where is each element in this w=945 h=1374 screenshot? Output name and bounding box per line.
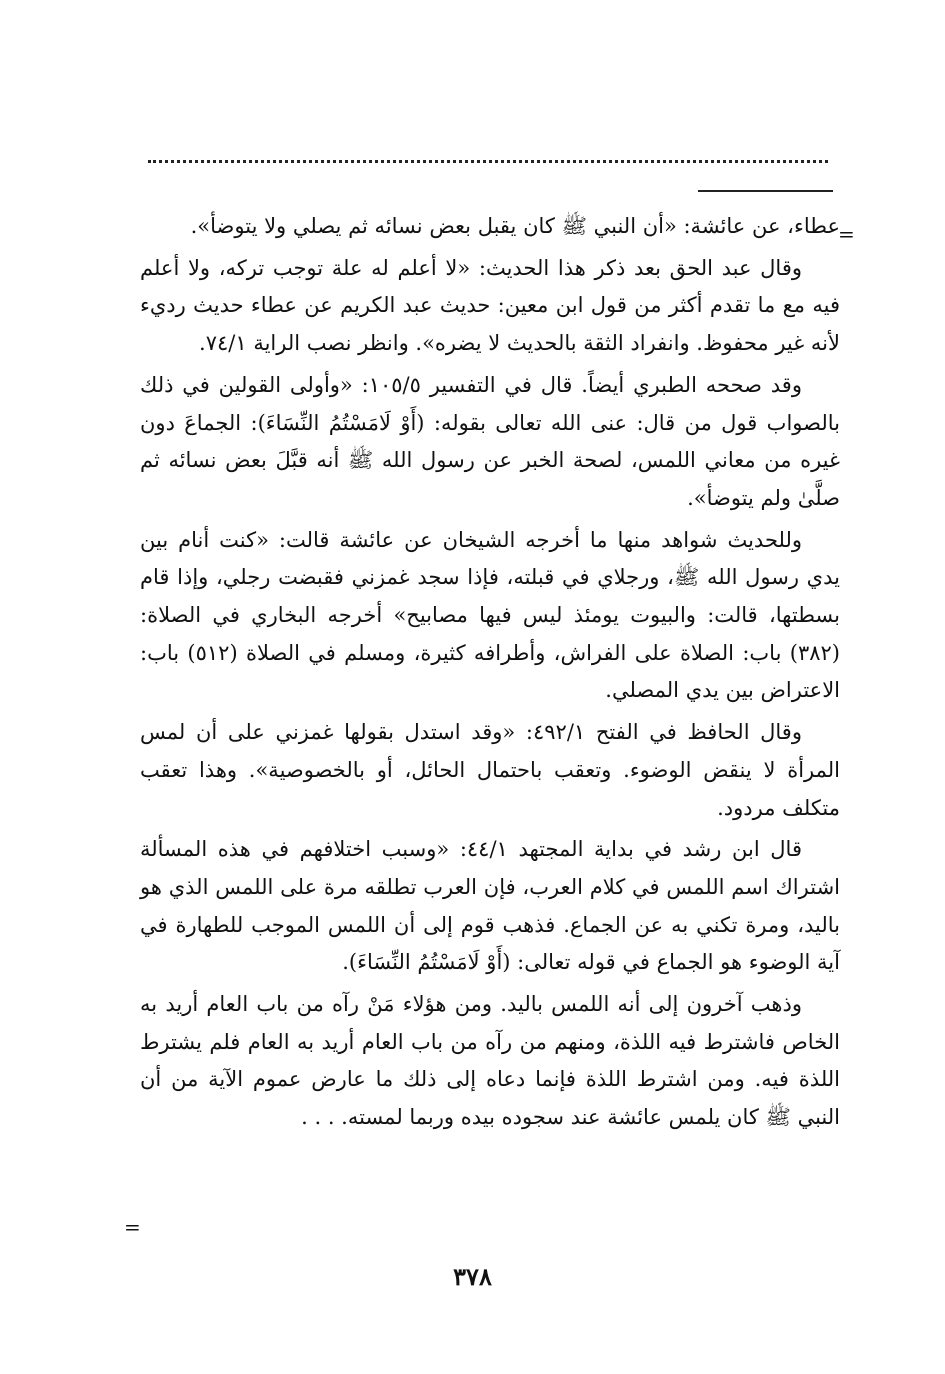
page-number: ٣٧٨ [453,1262,492,1291]
continuation-mark-top: = [838,222,855,246]
paragraph-6: قال ابن رشد في بداية المجتهد ٤٤/١: «وسبب اختلافهم في هذه المسألة اشتراك اسم اللمس في كلام العرب، فإن العرب تطلقه مرة على اللمس الذي هو باليد، ومرة تكني به عن الجماع. فذهب قوم إلى أن اللمس الموجب للطهارة في آية الوضوء هو الجماع في قوله تعالى: (أَوْ لَامَسْتُمُ النِّسَاءَ). [140,837,840,975]
paragraph-2: وقال عبد الحق بعد ذكر هذا الحديث: «لا أعلم له علة توجب تركه، ولا أعلم فيه مع ما تقدم أكثر من قول ابن معين: حديث عبد الكريم عن عطاء حديث رديء لأنه غير محفوظ. وانفراد الثقة بالحديث لا يضره». وانظر نصب الراية ٧٤/١. [140,255,840,356]
dotted-separator [148,160,828,163]
paragraph-3: وقد صححه الطبري أيضاً. قال في التفسير ١٠٥/٥: «وأولى القولين في ذلك بالصواب قول من قال: عنى الله تعالى بقوله: (أَوْ لَامَسْتُمُ النِّسَاءَ): الجماعَ دون غيره من معاني اللمس، لصحة الخبر عن رسول الله ﷺ أنه قبَّلَ بعض نسائه ثم صلَّىٰ ولم يتوضأ». [140,372,840,510]
footnote-text [140,208,840,1141]
footnote-separator-line [698,190,833,192]
paragraph-4: وللحديث شواهد منها ما أخرجه الشيخان عن عائشة قالت: «كنت أنام بين يدي رسول الله ﷺ، ورجلاي في قبلته، فإذا سجد غمزني فقبضت رجلي، وإذا قام بسطتها، قالت: والبيوت يومئذ ليس فيها مصابيح» أخرجه البخاري في الصلاة: (٣٨٢) باب: الصلاة على الفراش، وأطرافه كثيرة، ومسلم في الصلاة (٥١٢) باب: الاعتراض بين يدي المصلي. [140,527,840,703]
continuation-mark-bottom: = [124,1215,141,1239]
paragraph-5: وقال الحافظ في الفتح ٤٩٢/١: «وقد استدل بقولها غمزني على أن لمس المرأة لا ينقض الوضوء. وتعقب باحتمال الحائل، أو بالخصوصية». وهذا تعقب متكلف مردود. [140,720,840,820]
paragraph-1: عطاء، عن عائشة: «أن النبي ﷺ كان يقبل بعض نسائه ثم يصلي ولا يتوضأ». [190,214,840,238]
paragraph-7: وذهب آخرون إلى أنه اللمس باليد. ومن هؤلاء مَنْ رآه من باب العام أريد به الخاص فاشترط فيه اللذة، ومنهم من رآه من باب العام أريد به العام فلم يشترط اللذة فيه. ومن اشترط اللذة فإنما دعاه إلى ذلك ما عارض عموم الآية من أن النبي ﷺ كان يلمس عائشة عند سجوده بيده وربما لمسته. . . . [140,992,840,1130]
